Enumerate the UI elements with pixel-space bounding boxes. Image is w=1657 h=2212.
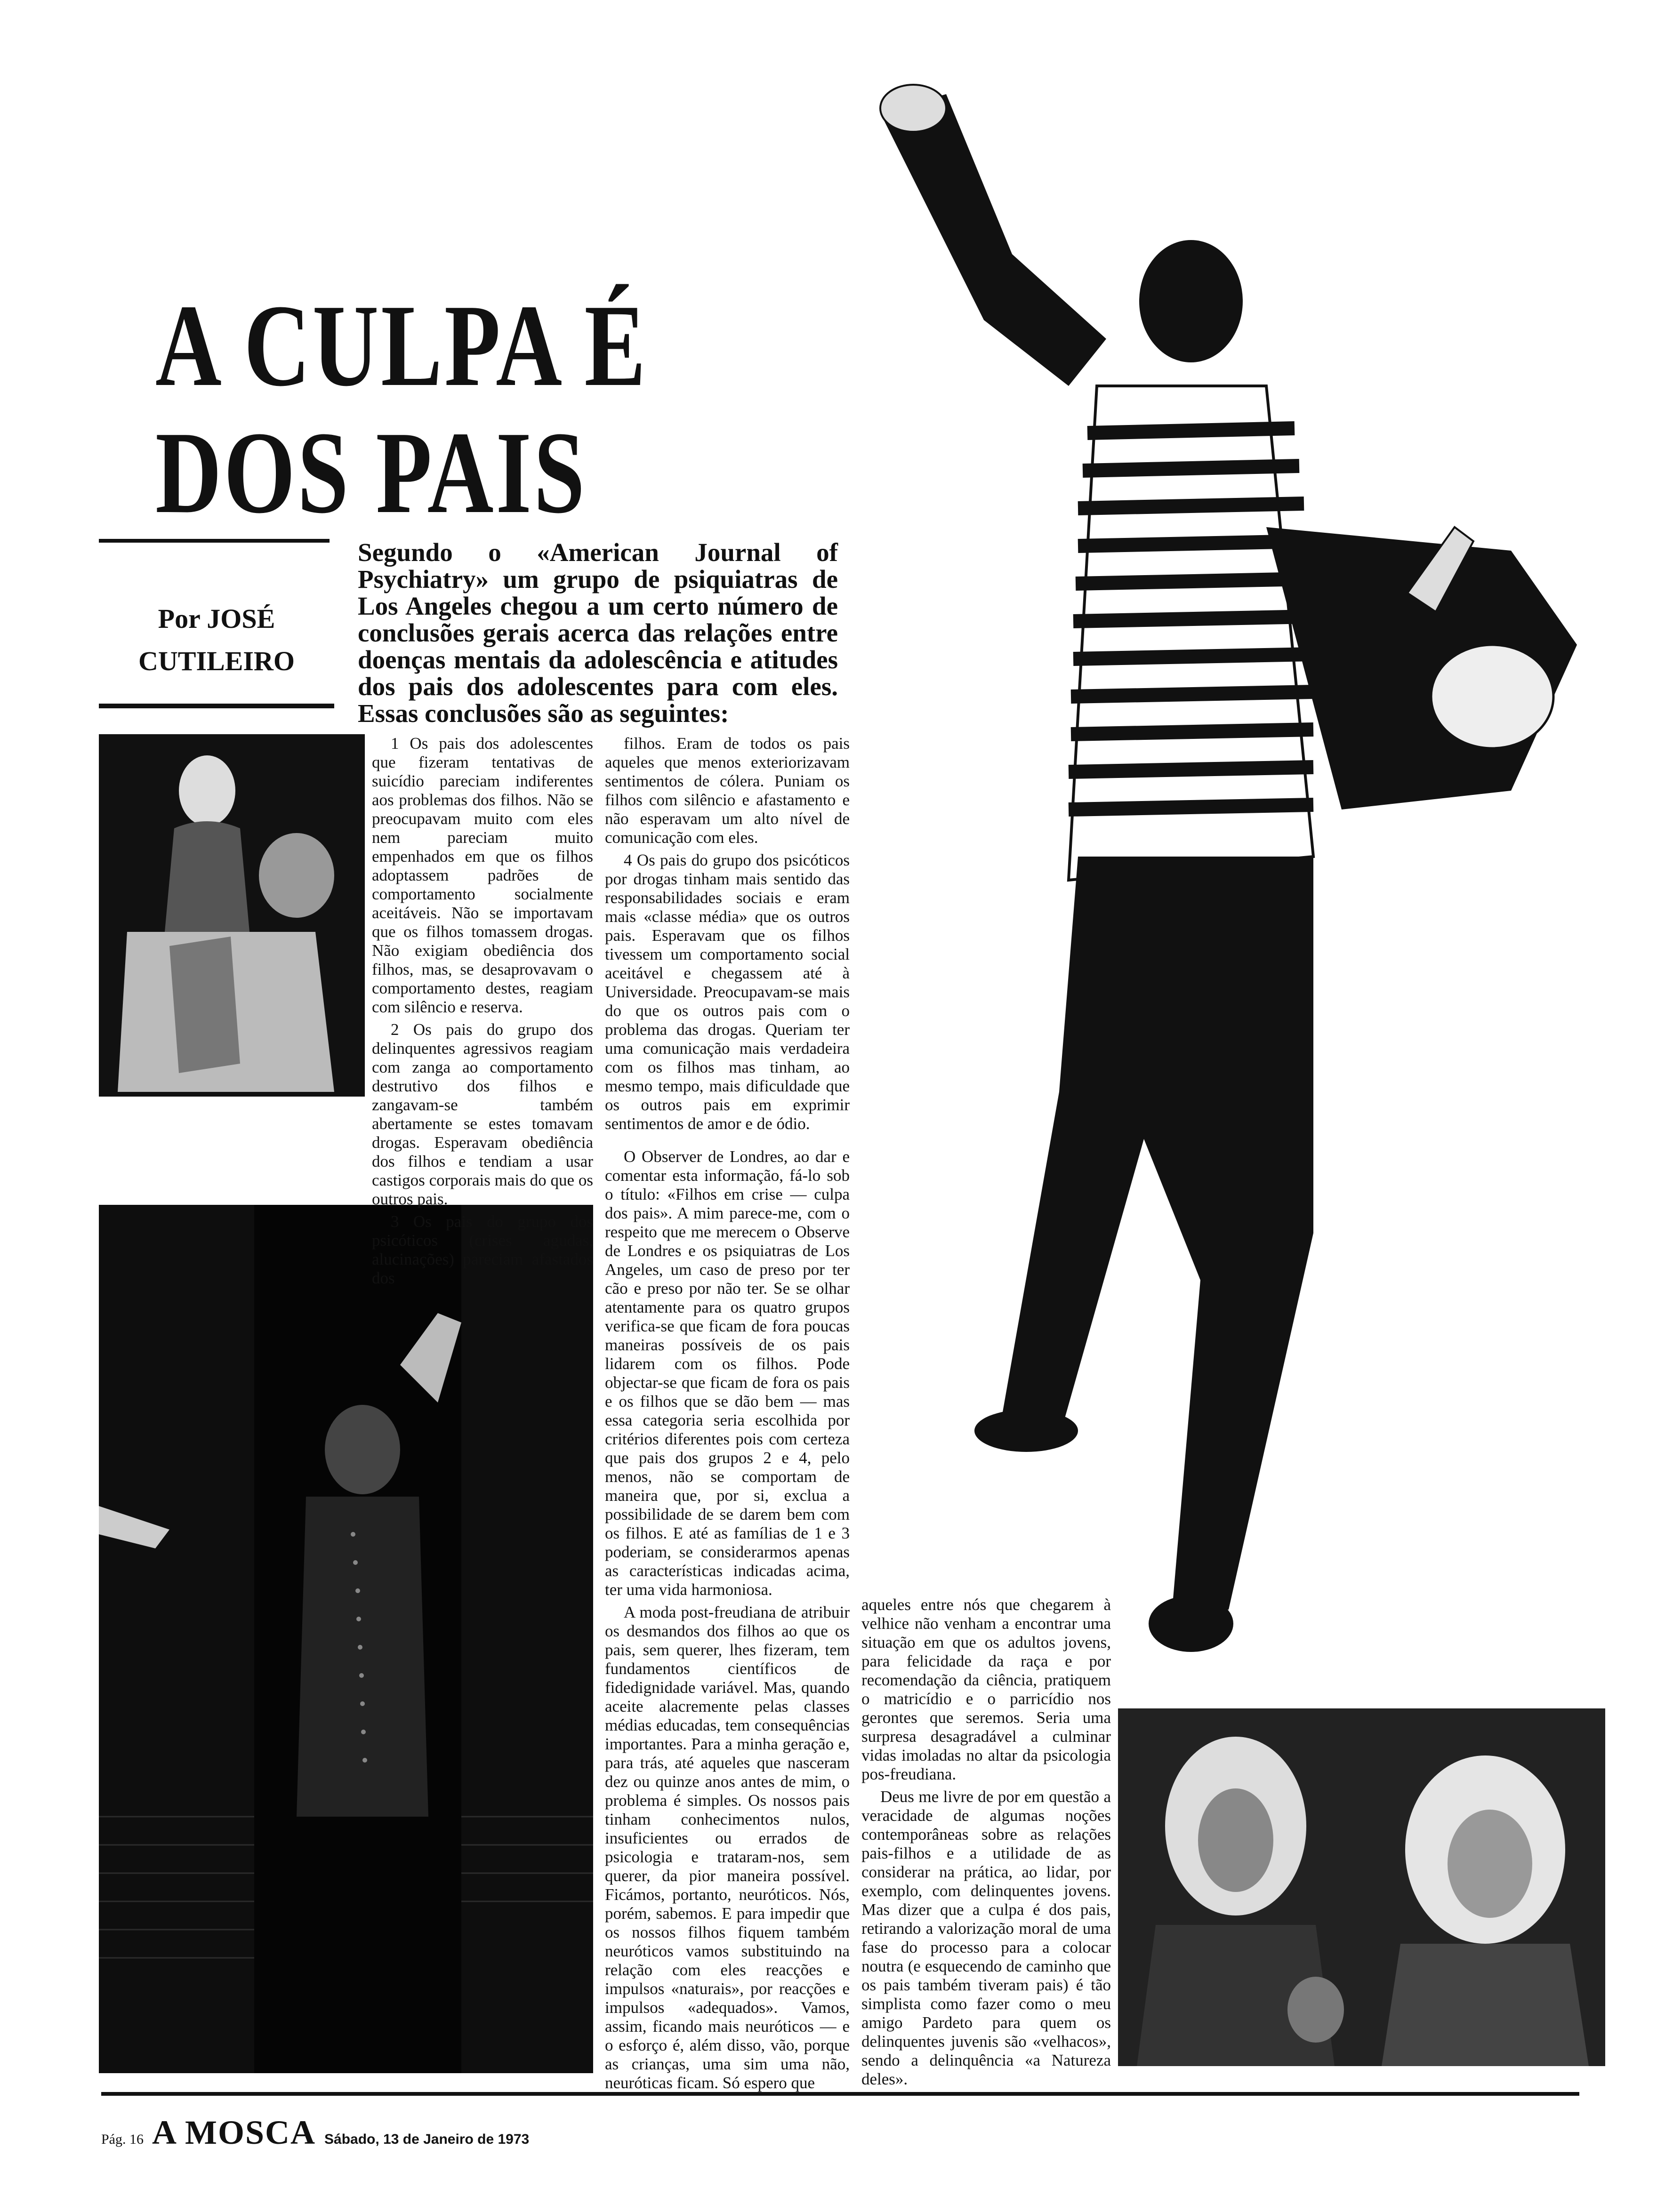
photo-girl-seated: [99, 734, 365, 1097]
headline-rule-top: [99, 539, 330, 543]
column-1-paragraph: 2 Os pais do grupo dos delinquentes agressivos reagiam com zanga ao comportamento destrutivo dos filhos e zangavam-se também abertamente se estes tomavam drogas. Esperavam obediência dos filhos e tendiam a usar castigos corporais mais do que os outros pais.: [372, 1020, 593, 1208]
column-2-paragraph: A moda post-freudiana de atribuir os desmandos dos filhos ao que os pais, sem querer, lhes fizeram, tem fundamentos científicos de fidedignidade variável. Mas, quando aceite alacremente pelas classes médias educadas, tem consequências importantes. Para a minha geração e, para trás, até aqueles que nasceram dez ou quinze anos antes de mim, o problema é simples. Os nossos pais tinham conhecimentos nulos, insuficientes ou errados de psicologia e trataram-nos, sem querer, da pior maneira possível. Ficámos, portanto, neuróticos. Nós, porém, sabemos. E para impedir que os nossos filhos fiquem também neuróticos vamos substituindo na relação com eles reacções e impulsos «naturais», por reacções e impulsos «adequados». Vamos, assim, ficando mais neuróticos — e o esforço é, além disso, vão, porque as crianças, uma sim uma não, neuróticas ficam. Só espero que: [605, 1603, 850, 2092]
lead-paragraph: Segundo o «American Journal of Psychiatry» um grupo de psiquiatras de Los Angeles chegou a um certo número de conclusões gerais acerca das relações entre doenças mentais da adolescência e atitudes dos pais dos adolescentes para com eles. Essas conclusões são as seguintes:: [358, 538, 838, 728]
byline-rule-bottom: [99, 704, 334, 708]
page-number: Pág. 16: [101, 2132, 144, 2147]
footer: [101, 2113, 529, 2151]
photo-girls-crowd-image: [1118, 1708, 1605, 2066]
photo-woman-doorway: [99, 1205, 593, 2073]
byline-line-1: Por JOSÉ: [158, 603, 275, 634]
photo-girl-seated-image: [99, 734, 365, 1097]
column-1-paragraph: 3 Os pais do grupo dos psicóticos (crises agudas, alucinações) pareciam afastados dos: [372, 1212, 593, 1287]
publication-name: A MOSCA: [152, 2114, 316, 2151]
photo-dancing-couple: [843, 56, 1605, 1694]
headline: [155, 281, 648, 538]
article-column-2: [605, 734, 850, 2096]
byline: [99, 598, 334, 682]
column-2-paragraph: O Observer de Londres, ao dar e comentar esta informação, fá-lo sob o título: «Filhos em crise — culpa dos pais». A mim parece-me, com o respeito que me merecem o Observe de Londres e os psiquiatras de Los Angeles, um caso de preso por ter cão e preso por não ter. Se se olhar atentamente para os quatro grupos verifica-se que ficam de fora poucas maneiras possíveis de os pais lidarem com os filhos. Pode objectar-se que ficam de fora os pais e os filhos que se dão bem — mas essa categoria seria escolhida por critérios diferentes pois com certeza que pais dos grupos 2 e 4, pelo menos, não se comportam de maneira que, por si, exclua a possibilidade de se darem bem com os filhos. E até as famílias de 1 e 3 poderiam, se considerarmos apenas as características indicadas acima, ter uma vida harmoniosa.: [605, 1147, 850, 1599]
column-3-paragraph: aqueles entre nós que chegarem à velhice não venham a encontrar uma situação em que os adultos jovens, para felicidade da raça e por recomendação da ciência, pratiquem o matricídio e o parricídio nos gerontes que seremos. Seria uma surpresa desagradável a culminar vidas imoladas no altar da psicologia pos-freudiana.: [861, 1595, 1111, 1783]
photo-girls-crowd: [1118, 1708, 1605, 2066]
issue-date: Sábado, 13 de Janeiro de 1973: [324, 2132, 530, 2147]
photo-dancing-couple-image: [843, 56, 1605, 1694]
photo-woman-doorway-image: [99, 1205, 593, 2073]
column-3-paragraph: Deus me livre de por em questão a veracidade de algumas noções contemporâneas sobre as relações pais-filhos e a utilidade de as considerar na prática, ao lidar, por exemplo, com delinquentes jovens. Mas dizer que a culpa é dos pais, retirando a valorização moral de uma fase do processo para a colocar noutra (e esquecendo de caminho que os pais também tiveram pais) é tão simplista como fazer como o meu amigo Pardeto para quem os delinquentes juvenis são «velhacos», sendo a delinquência «a Natureza deles».: [861, 1787, 1111, 2088]
column-2-paragraph: filhos. Eram de todos os pais aqueles que menos exteriorizavam sentimentos de cólera. Puniam os filhos com silêncio e afastamento e não esperavam um alto nível de comunicação com eles.: [605, 734, 850, 847]
article-column-1: [372, 734, 593, 1291]
article-column-3: [861, 1595, 1111, 2092]
column-1-paragraph: 1 Os pais dos adolescentes que fizeram tentativas de suicídio pareciam indiferentes aos problemas dos filhos. Não se preocupavam muito com eles nem pareciam muito empenhados em que os filhos adoptassem padrões de comportamento socialmente aceitáveis. Não se importavam que os filhos tomassem drogas. Não exigiam obediência dos filhos, mas, se desaprovavam o comportamento destes, reagiam com silêncio e reserva.: [372, 734, 593, 1016]
headline-line-1: A CULPA É: [155, 281, 648, 411]
footer-rule: [101, 2092, 1579, 2096]
byline-line-2: CUTILEIRO: [138, 646, 295, 676]
column-2-paragraph: 4 Os pais do grupo dos psicóticos por drogas tinham mais sentido das responsabilidades sociais e eram mais «classe média» que os outros pais. Esperavam que os filhos tivessem um comportamento social aceitável e chegassem até à Universidade. Preocupavam-se mais do que os outros pais com o problema das drogas. Queriam ter uma comunicação mais verdadeira com os filhos mas tinham, ao mesmo tempo, mais dificuldade que os outros pais em exprimir sentimentos de amor e de ódio.: [605, 851, 850, 1133]
headline-line-2: DOS PAIS: [155, 408, 587, 538]
